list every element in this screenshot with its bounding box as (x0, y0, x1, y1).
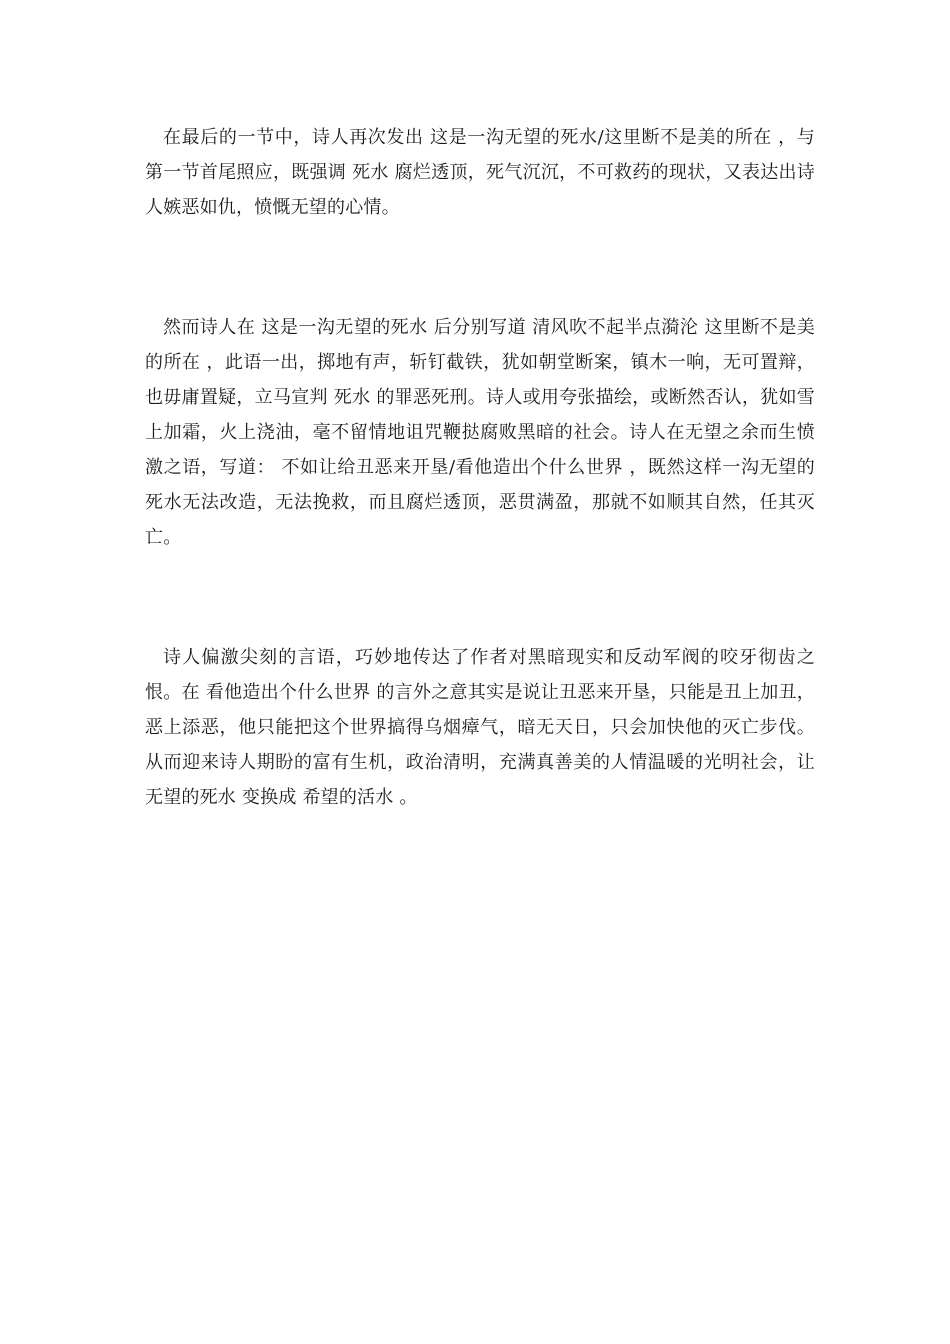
paragraph-1: 在最后的一节中，诗人再次发出 这是一沟无望的死水/这里断不是美的所在 ，与第一节首尾照应，既强调 死水 腐烂透顶，死气沉沉，不可救药的现状，又表达出诗人嫉恶如仇，愤慨无望的心情。 (145, 127, 815, 218)
paragraph-2: 然而诗人在 这是一沟无望的死水 后分别写道 清风吹不起半点漪沦 这里断不是美的所在 ，此语一出，掷地有声，斩钉截铁，犹如朝堂断案，镇木一响，无可置辩，也毋庸置疑，立马宣判 死水 的罪恶死刑。诗人或用夸张描绘，或断然否认，犹如雪上加霜，火上浇油，毫不留情地诅咒鞭挞腐败黑暗的社会。诗人在无望之余而生愤激之语，写道： 不如让给丑恶来开垦/看他造出个什么世界 ，既然这样一沟无望的死水无法改造，无法挽救，而且腐烂透顶，恶贯满盈，那就不如顺其自然，任其灭亡。 (145, 317, 815, 548)
document-body (145, 120, 815, 815)
paragraph-3: 诗人偏激尖刻的言语，巧妙地传达了作者对黑暗现实和反动军阀的咬牙彻齿之恨。在 看他造出个什么世界 的言外之意其实是说让丑恶来开垦，只能是丑上加丑，恶上添恶，他只能把这个世界搞得乌烟瘴气，暗无天日，只会加快他的灭亡步伐。从而迎来诗人期盼的富有生机，政治清明，充满真善美的人情温暖的光明社会，让 无望的死水 变换成 希望的活水 。 (145, 647, 815, 808)
